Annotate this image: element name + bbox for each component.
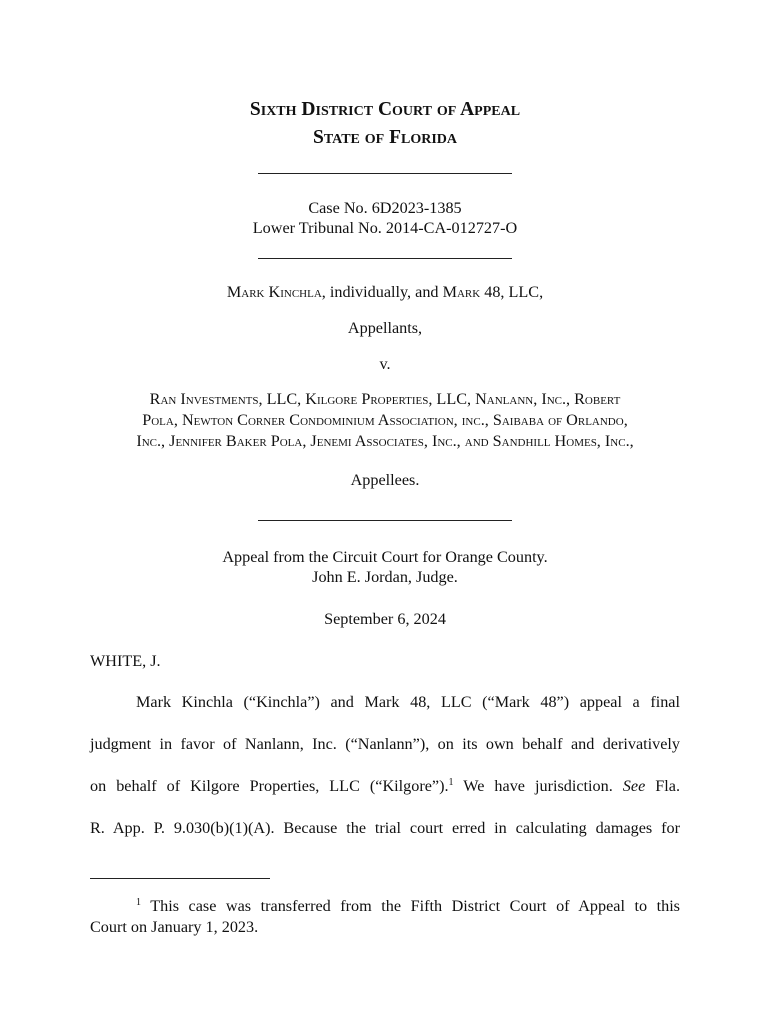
case-number: Case No. 6D2023-1385: [308, 199, 462, 217]
court-name: Sixth District Court of Appeal: [249, 99, 521, 120]
body-line: R. App. P. 9.030(b)(1)(A). Because the trial court erred in calculating damages for: [90, 819, 680, 837]
citation-signal: See: [622, 777, 646, 795]
body-line: [90, 777, 680, 796]
divider-rule: [258, 520, 512, 521]
court-heading: [0, 96, 770, 152]
footnote: [90, 892, 680, 938]
court-state: State of Florida: [312, 127, 457, 148]
body-line: Mark Kinchla (“Kinchla”) and Mark 48, LLC (“Mark 48”) appeal a final: [136, 693, 680, 711]
lower-tribunal-number: Lower Tribunal No. 2014-CA-012727-O: [252, 219, 518, 237]
appellees-role: Appellees.: [350, 471, 420, 489]
footnote-marker: 1: [136, 897, 141, 908]
appellants-names: [0, 282, 770, 302]
trial-judge: John E. Jordan, Judge.: [312, 568, 458, 586]
body-text: We have jurisdiction.: [453, 777, 623, 795]
footnote-line: Court on January 1, 2023.: [90, 918, 259, 936]
appellees-line: Pola, Newton Corner Condominium Association, inc., Saibaba of Orlando,: [142, 411, 628, 429]
appellees-line: Ran Investments, LLC, Kilgore Properties, LLC, Nanlann, Inc., Robert: [149, 390, 621, 408]
opinion-author: WHITE, J.: [90, 652, 161, 670]
divider-rule: [258, 258, 512, 259]
opinion-date: September 6, 2024: [324, 610, 446, 628]
appellant-text: , individually, and: [321, 283, 443, 301]
body-text: on behalf of Kilgore Properties, LLC (“Kilgore”).: [90, 777, 449, 795]
appellant-name: Mark Kinchla: [226, 283, 322, 301]
footnote-separator: [90, 878, 270, 879]
divider-rule: [258, 173, 512, 174]
versus: v.: [379, 355, 391, 373]
footnote-line: [90, 892, 680, 917]
body-line: judgment in favor of Nanlann, Inc. (“Nanlann”), on its own behalf and derivatively: [90, 735, 680, 753]
appeal-origin: Appeal from the Circuit Court for Orange County.: [222, 548, 548, 566]
appellees-line: Inc., Jennifer Baker Pola, Jenemi Associates, Inc., and Sandhill Homes, Inc.,: [136, 432, 634, 450]
body-text: Fla.: [645, 777, 681, 795]
appellants-role: Appellants,: [347, 319, 423, 337]
appellant-name: Mark: [442, 283, 481, 301]
footnote-text: This case was transferred from the Fifth District Court of Appeal to this: [141, 897, 680, 915]
appellees-names: [90, 389, 680, 452]
appellant-text: 48, LLC,: [480, 283, 544, 301]
footnote-reference[interactable]: 1: [448, 777, 454, 788]
